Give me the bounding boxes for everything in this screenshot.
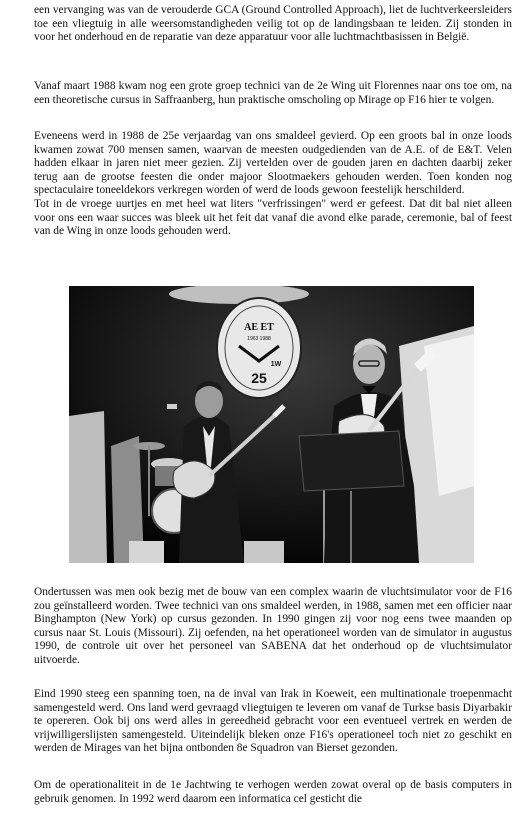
paragraph-irak-koeweit: Eind 1990 steeg een spanning toen, na de inval van Irak in Koeweit, een multinationale troepenmacht samengesteld werd. Ons land werd gevraagd vliegtuigen te leveren om vanaf de Turkse basis Diyarbakir te opereren. Ook bij ons werd alles in gereedheid gebracht voor een eventueel vertrek en werden de vrijwilligerslijsten samengesteld. Uiteindelijk bleken onze F16's operationeel toch niet zo geschikt en werden de Mirages van het bijna ontbonden 8e Squadron van Bierset gezonden. (34, 688, 512, 755)
microphone-left (167, 404, 177, 409)
paragraph-vluchtsimulator: Ondertussen was men ook bezig met de bouw van een complex waarin de vluchtsimulator voor de F16 zou geïnstalleerd worden. Twee technici van ons smaldeel werden, in 1988, samen met een officier naar Binghampton (New York) op cursus gezonden. In 1990 gingen zij voor nog eens twee maanden op cursus naar St. Louis (Missouri). Zij oefenden, na het operationeel worden van de simulator in augustus 1990, de controle uit over het personeel van SABENA dat het onderhoud op de vluchtsimulator uitvoerde. (34, 586, 512, 666)
paragraph-25e-verjaardag: Eveneens werd in 1988 de 25e verjaardag van ons smaldeel gevierd. Op een groots bal in onze loods kwamen zowat 700 mensen samen, waarvan de meesten oudgedienden van de A.E. of de E&T. Velen hadden elkaar in jaren niet meer gezien. Zij vertelden over de gouden jaren en dachten daarbij zeker terug aan de grootse feesten die onder majoor Slootmaekers gehouden werden. Toen konden nog spectaculaire toneeldekors verkregen worden of werd de loods gewoon feestelijk herschilderd. Tot in de vroege uurtjes en met heel wat liters "verfrissingen" werd er gefeest. Dat dit bal niet alleen voor ons een waar succes was bleek uit het feit dat vanaf die avond elke parade, ceremonie, bal of feest van de Wing in onze loods gehouden werd. (34, 130, 512, 238)
emblem-text-25: 25 (251, 370, 267, 386)
paragraph-informatica: Om de operationaliteit in de 1e Jachtwing te verhogen werden zowat overal op de basis computers in gebruik genomen. In 1992 werd daarom een informatica cel gesticht die (34, 779, 512, 805)
emblem-text-years: 1963 1988 (247, 336, 271, 342)
paragraph-gca: een vervanging was van de verouderde GCA (Ground Controlled Approach), liet de luchtverkeersleiders toe een vliegtuig in alle weersomstandigheden veilig tot op de landingsbaan te leiden. Zij stonden in voor het onderhoud en de reparatie van deze apparatuur voor alle luchtmachtbasissen in België. (34, 4, 512, 44)
paragraph-technici-florennes: Vanaf maart 1988 kwam nog een grote groep technici van de 2e Wing uit Florennes naar ons toe om, na een theoretische cursus in Saffraanberg, hun praktische omscholing op Mirage op F16 hier te volgen. (34, 80, 512, 106)
squadron-emblem (217, 298, 301, 398)
stage-light-center (244, 541, 284, 563)
band-photo-illustration (69, 286, 474, 563)
emblem-text-aeet: AE ET (244, 322, 274, 333)
emblem-text-wing: 1W (270, 361, 282, 368)
stage-light-left (129, 541, 164, 563)
band-photo (69, 286, 474, 563)
light-panel-left (69, 411, 107, 563)
